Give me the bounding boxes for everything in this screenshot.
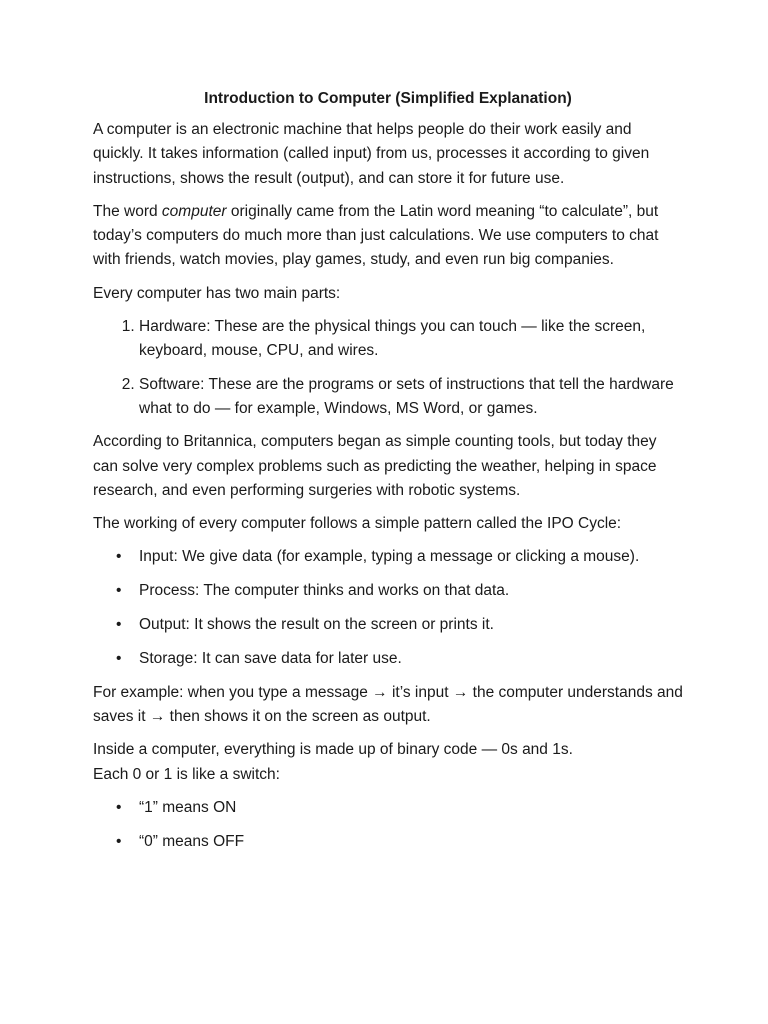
- parts-list: [93, 315, 683, 421]
- list-item-hardware: 1. Hardware: These are the physical things you can touch — like the screen, keyboard, mouse, CPU, and wires.: [139, 315, 683, 364]
- list-item-input: [116, 545, 683, 569]
- list-item-process: [116, 579, 683, 603]
- paragraph-ipo-intro: The working of every computer follows a simple pattern called the IPO Cycle:: [93, 515, 622, 533]
- document-title: Introduction to Computer (Simplified Explanation): [204, 90, 572, 107]
- list-item-text: Storage: It can save data for later use.: [139, 649, 402, 667]
- list-item-text: “1” means ON: [139, 798, 237, 816]
- list-item-text: “0” means OFF: [139, 832, 245, 850]
- bullet-icon: •: [116, 582, 122, 600]
- bullet-icon: •: [116, 616, 122, 634]
- binary-line-1: Inside a computer, everything is made up of binary code — 0s and 1s.: [93, 741, 573, 759]
- list-item-text: Process: The computer thinks and works on that data.: [139, 582, 510, 600]
- list-item-software: 2. Software: These are the programs or sets of instructions that tell the hardware what to do — for example, Windows, MS Word, or games.: [139, 373, 683, 422]
- bullet-icon: •: [116, 832, 122, 850]
- paragraph-etymology: [93, 200, 683, 273]
- list-item-storage: [116, 647, 683, 671]
- list-item-text: Output: It shows the result on the screen or prints it.: [139, 616, 494, 634]
- etymology-text-end: originally came from the Latin word meaning “to calculate”, but today’s computers do much more than just calculations. We use computers to chat with friends, watch movies, play games, study, and even run big companies.: [93, 202, 659, 269]
- paragraph-definition: A computer is an electronic machine that helps people do their work easily and quickly. It takes information (called input) from us, processes it according to given instructions, shows the result (output), and can store it for future use.: [93, 121, 650, 187]
- paragraph-parts-intro: Every computer has two main parts:: [93, 284, 341, 302]
- bullet-icon: •: [116, 649, 122, 667]
- binary-line-2: Each 0 or 1 is like a switch:: [93, 765, 280, 783]
- paragraph-binary: [93, 738, 683, 787]
- ipo-list: [93, 545, 683, 671]
- etymology-text-start: The word: [93, 202, 162, 220]
- list-item-output: [116, 613, 683, 637]
- bullet-icon: •: [116, 798, 122, 816]
- document-page: [93, 88, 683, 863]
- binary-list: [93, 796, 683, 854]
- etymology-italic-word: computer: [161, 202, 227, 220]
- bullet-icon: •: [116, 548, 122, 566]
- list-item-off: [116, 830, 683, 854]
- paragraph-example: For example: when you type a message → it’s input → the computer understands and saves it → then shows it on the screen as output.: [93, 683, 683, 725]
- list-item-on: [116, 796, 683, 820]
- paragraph-britannica: According to Britannica, computers began as simple counting tools, but today they can solve very complex problems such as predicting the weather, helping in space research, and even performing surgeries with robotic systems.: [93, 433, 657, 499]
- list-item-text: Input: We give data (for example, typing a message or clicking a mouse).: [139, 548, 640, 566]
